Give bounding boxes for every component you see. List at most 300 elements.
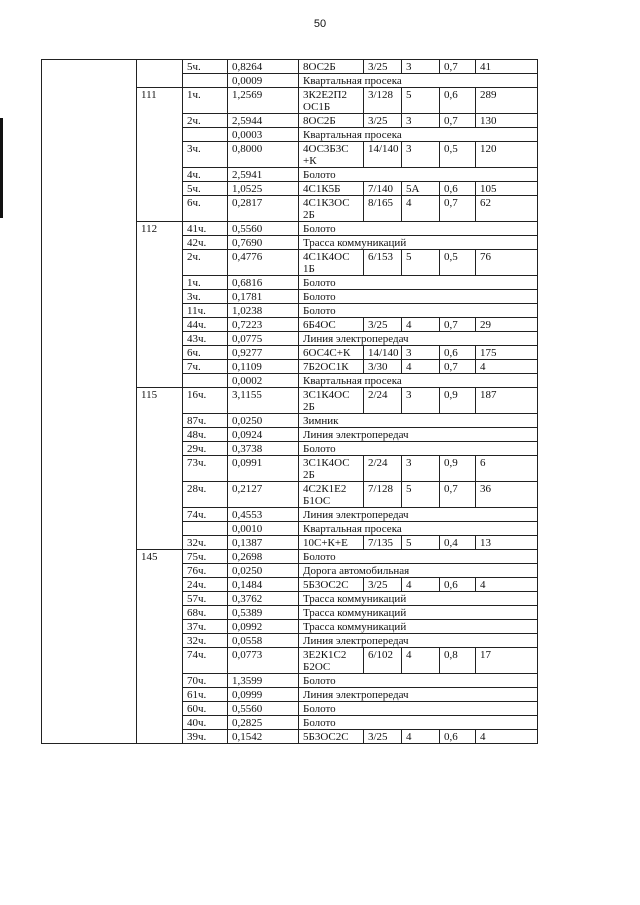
empty-cell: [42, 236, 137, 250]
part-cell: 40ч.: [183, 716, 228, 730]
stock-cell: 62: [476, 196, 538, 222]
empty-cell: [42, 222, 137, 236]
density-cell: 0,7: [440, 482, 476, 508]
block-number-cell: 145: [137, 550, 183, 564]
area-cell: 0,1109: [228, 360, 299, 374]
table-row: [42, 142, 538, 168]
block-number-cell: 111: [137, 88, 183, 114]
type-cell: 3/30: [364, 360, 402, 374]
type-cell: 14/140: [364, 346, 402, 360]
stock-cell: 6: [476, 456, 538, 482]
table-row: [42, 196, 538, 222]
part-cell: 11ч.: [183, 304, 228, 318]
part-cell: 75ч.: [183, 550, 228, 564]
table-row: [42, 60, 538, 74]
part-cell: 1ч.: [183, 88, 228, 114]
part-cell: 2ч.: [183, 114, 228, 128]
type-cell: 14/140: [364, 142, 402, 168]
part-cell: 16ч.: [183, 388, 228, 414]
area-cell: 0,2817: [228, 196, 299, 222]
block-number-cell: [137, 60, 183, 74]
table-row: [42, 578, 538, 592]
land-category-cell: Болото: [299, 290, 538, 304]
table-row: [42, 442, 538, 456]
part-cell: [183, 74, 228, 88]
composition-cell: 8ОС2Б: [299, 114, 364, 128]
block-number-cell: [137, 414, 183, 428]
bonitet-cell: 3: [402, 142, 440, 168]
block-number-cell: [137, 620, 183, 634]
type-cell: 3/25: [364, 318, 402, 332]
density-cell: 0,7: [440, 60, 476, 74]
type-cell: 3/25: [364, 578, 402, 592]
table-row: [42, 592, 538, 606]
type-cell: 2/24: [364, 456, 402, 482]
part-cell: 5ч.: [183, 60, 228, 74]
block-number-cell: [137, 236, 183, 250]
area-cell: 0,1387: [228, 536, 299, 550]
table-row: [42, 414, 538, 428]
block-number-cell: [137, 456, 183, 482]
area-cell: 0,8000: [228, 142, 299, 168]
table-row: [42, 250, 538, 276]
land-category-cell: Линия электропередач: [299, 332, 538, 346]
density-cell: 0,7: [440, 360, 476, 374]
area-cell: 0,2698: [228, 550, 299, 564]
table-row: [42, 508, 538, 522]
land-category-cell: Болото: [299, 702, 538, 716]
bonitet-cell: 3: [402, 114, 440, 128]
land-category-cell: Квартальная просека: [299, 374, 538, 388]
table-row: [42, 456, 538, 482]
block-number-cell: [137, 114, 183, 128]
part-cell: 87ч.: [183, 414, 228, 428]
stock-cell: 289: [476, 88, 538, 114]
table-row: [42, 360, 538, 374]
area-cell: 0,0250: [228, 414, 299, 428]
part-cell: 74ч.: [183, 648, 228, 674]
table-row: [42, 168, 538, 182]
empty-cell: [42, 374, 137, 388]
type-cell: 6/153: [364, 250, 402, 276]
bonitet-cell: 4: [402, 318, 440, 332]
area-cell: 0,7223: [228, 318, 299, 332]
table-row: [42, 388, 538, 414]
area-cell: 0,3738: [228, 442, 299, 456]
empty-cell: [42, 60, 137, 74]
part-cell: 39ч.: [183, 730, 228, 744]
part-cell: 4ч.: [183, 168, 228, 182]
block-number-cell: [137, 592, 183, 606]
type-cell: 3/25: [364, 114, 402, 128]
forest-table: [41, 59, 538, 744]
empty-cell: [42, 634, 137, 648]
empty-cell: [42, 332, 137, 346]
block-number-cell: 112: [137, 222, 183, 236]
block-number-cell: [137, 142, 183, 168]
empty-cell: [42, 536, 137, 550]
block-number-cell: [137, 564, 183, 578]
stock-cell: 76: [476, 250, 538, 276]
area-cell: 0,0991: [228, 456, 299, 482]
part-cell: 44ч.: [183, 318, 228, 332]
composition-cell: 3С1К4ОС 2Б: [299, 456, 364, 482]
type-cell: 7/140: [364, 182, 402, 196]
table-row: [42, 648, 538, 674]
stock-cell: 41: [476, 60, 538, 74]
stock-cell: 130: [476, 114, 538, 128]
block-number-cell: [137, 250, 183, 276]
part-cell: 60ч.: [183, 702, 228, 716]
area-cell: 1,2569: [228, 88, 299, 114]
empty-cell: [42, 592, 137, 606]
land-category-cell: Зимник: [299, 414, 538, 428]
block-number-cell: [137, 346, 183, 360]
table-row: [42, 318, 538, 332]
empty-cell: [42, 414, 137, 428]
part-cell: 1ч.: [183, 276, 228, 290]
table-row: [42, 688, 538, 702]
type-cell: 3/128: [364, 88, 402, 114]
empty-cell: [42, 428, 137, 442]
density-cell: 0,4: [440, 536, 476, 550]
area-cell: 0,5560: [228, 222, 299, 236]
part-cell: 41ч.: [183, 222, 228, 236]
empty-cell: [42, 346, 137, 360]
composition-cell: 4С1К4ОС 1Б: [299, 250, 364, 276]
type-cell: 7/135: [364, 536, 402, 550]
empty-cell: [42, 304, 137, 318]
part-cell: 3ч.: [183, 142, 228, 168]
table-row: [42, 332, 538, 346]
empty-cell: [42, 290, 137, 304]
type-cell: 3/25: [364, 60, 402, 74]
empty-cell: [42, 522, 137, 536]
density-cell: 0,7: [440, 318, 476, 332]
block-number-cell: [137, 702, 183, 716]
composition-cell: 3С1К4ОС 2Б: [299, 388, 364, 414]
table-row: [42, 536, 538, 550]
density-cell: 0,6: [440, 730, 476, 744]
table-row: [42, 236, 538, 250]
area-cell: 0,0003: [228, 128, 299, 142]
stock-cell: 17: [476, 648, 538, 674]
empty-cell: [42, 550, 137, 564]
block-number-cell: [137, 648, 183, 674]
empty-cell: [42, 318, 137, 332]
table-row: [42, 346, 538, 360]
table-row: [42, 550, 538, 564]
part-cell: 42ч.: [183, 236, 228, 250]
area-cell: 0,0250: [228, 564, 299, 578]
part-cell: 61ч.: [183, 688, 228, 702]
type-cell: 8/165: [364, 196, 402, 222]
land-category-cell: Квартальная просека: [299, 128, 538, 142]
table-row: [42, 606, 538, 620]
land-category-cell: Трасса коммуникаций: [299, 236, 538, 250]
density-cell: 0,5: [440, 142, 476, 168]
part-cell: 32ч.: [183, 536, 228, 550]
part-cell: 6ч.: [183, 196, 228, 222]
part-cell: 3ч.: [183, 290, 228, 304]
composition-cell: 5Б3ОС2С: [299, 578, 364, 592]
table-row: [42, 522, 538, 536]
bonitet-cell: 3: [402, 388, 440, 414]
block-number-cell: [137, 332, 183, 346]
empty-cell: [42, 482, 137, 508]
table-row: [42, 290, 538, 304]
land-category-cell: Болото: [299, 168, 538, 182]
type-cell: 3/25: [364, 730, 402, 744]
land-category-cell: Квартальная просека: [299, 74, 538, 88]
stock-cell: 36: [476, 482, 538, 508]
area-cell: 0,0775: [228, 332, 299, 346]
table-row: [42, 276, 538, 290]
area-cell: 0,2825: [228, 716, 299, 730]
land-category-cell: Линия электропередач: [299, 508, 538, 522]
stock-cell: 4: [476, 578, 538, 592]
table-row: [42, 702, 538, 716]
empty-cell: [42, 674, 137, 688]
area-cell: 0,0009: [228, 74, 299, 88]
empty-cell: [42, 250, 137, 276]
land-category-cell: Болото: [299, 550, 538, 564]
block-number-cell: [137, 318, 183, 332]
empty-cell: [42, 648, 137, 674]
empty-cell: [42, 88, 137, 114]
area-cell: 0,0992: [228, 620, 299, 634]
land-category-cell: Линия электропередач: [299, 428, 538, 442]
area-cell: 0,2127: [228, 482, 299, 508]
area-cell: 0,1484: [228, 578, 299, 592]
part-cell: 24ч.: [183, 578, 228, 592]
density-cell: 0,8: [440, 648, 476, 674]
type-cell: 2/24: [364, 388, 402, 414]
composition-cell: 3К2Е2П2 ОС1Б: [299, 88, 364, 114]
area-cell: 1,0238: [228, 304, 299, 318]
land-category-cell: Линия электропередач: [299, 634, 538, 648]
block-number-cell: [137, 374, 183, 388]
bonitet-cell: 4: [402, 196, 440, 222]
empty-cell: [42, 196, 137, 222]
empty-cell: [42, 182, 137, 196]
composition-cell: 3Е2К1С2 Б2ОС: [299, 648, 364, 674]
area-cell: 0,1781: [228, 290, 299, 304]
composition-cell: 10С+К+Е: [299, 536, 364, 550]
density-cell: 0,6: [440, 88, 476, 114]
area-cell: 0,4553: [228, 508, 299, 522]
land-category-cell: Болото: [299, 222, 538, 236]
land-category-cell: Болото: [299, 442, 538, 456]
empty-cell: [42, 388, 137, 414]
block-number-cell: [137, 688, 183, 702]
stock-cell: 4: [476, 360, 538, 374]
empty-cell: [42, 142, 137, 168]
area-cell: 0,0558: [228, 634, 299, 648]
area-cell: 0,9277: [228, 346, 299, 360]
part-cell: 43ч.: [183, 332, 228, 346]
table-row: [42, 374, 538, 388]
block-number-cell: [137, 716, 183, 730]
block-number-cell: [137, 634, 183, 648]
empty-cell: [42, 606, 137, 620]
composition-cell: 5Б3ОС2С: [299, 730, 364, 744]
land-category-cell: Квартальная просека: [299, 522, 538, 536]
empty-cell: [42, 360, 137, 374]
empty-cell: [42, 730, 137, 744]
part-cell: 68ч.: [183, 606, 228, 620]
area-cell: 0,8264: [228, 60, 299, 74]
stock-cell: 105: [476, 182, 538, 196]
density-cell: 0,9: [440, 456, 476, 482]
area-cell: 0,3762: [228, 592, 299, 606]
density-cell: 0,7: [440, 196, 476, 222]
block-number-cell: [137, 304, 183, 318]
empty-cell: [42, 564, 137, 578]
empty-cell: [42, 620, 137, 634]
density-cell: 0,6: [440, 346, 476, 360]
empty-cell: [42, 114, 137, 128]
bonitet-cell: 3: [402, 456, 440, 482]
part-cell: 74ч.: [183, 508, 228, 522]
part-cell: [183, 374, 228, 388]
block-number-cell: [137, 290, 183, 304]
bonitet-cell: 5: [402, 250, 440, 276]
land-category-cell: Болото: [299, 304, 538, 318]
empty-cell: [42, 128, 137, 142]
bonitet-cell: 5: [402, 88, 440, 114]
stock-cell: 187: [476, 388, 538, 414]
part-cell: 29ч.: [183, 442, 228, 456]
area-cell: 1,3599: [228, 674, 299, 688]
block-number-cell: [137, 730, 183, 744]
composition-cell: 8ОС2Б: [299, 60, 364, 74]
table-row: [42, 128, 538, 142]
part-cell: 28ч.: [183, 482, 228, 508]
bonitet-cell: 4: [402, 648, 440, 674]
table-row: [42, 716, 538, 730]
land-category-cell: Трасса коммуникаций: [299, 592, 538, 606]
density-cell: 0,5: [440, 250, 476, 276]
empty-cell: [42, 74, 137, 88]
area-cell: 0,0010: [228, 522, 299, 536]
area-cell: 0,0999: [228, 688, 299, 702]
empty-cell: [42, 442, 137, 456]
area-cell: 2,5941: [228, 168, 299, 182]
part-cell: 6ч.: [183, 346, 228, 360]
table-row: [42, 634, 538, 648]
area-cell: 0,1542: [228, 730, 299, 744]
bonitet-cell: 5А: [402, 182, 440, 196]
table-row: [42, 620, 538, 634]
land-category-cell: Трасса коммуникаций: [299, 620, 538, 634]
density-cell: 0,6: [440, 182, 476, 196]
part-cell: 70ч.: [183, 674, 228, 688]
density-cell: 0,7: [440, 114, 476, 128]
area-cell: 0,0924: [228, 428, 299, 442]
table-row: [42, 564, 538, 578]
composition-cell: 4С2К1Е2 Б1ОС: [299, 482, 364, 508]
empty-cell: [42, 578, 137, 592]
table-row: [42, 730, 538, 744]
table-row: [42, 114, 538, 128]
land-category-cell: Болото: [299, 674, 538, 688]
bonitet-cell: 3: [402, 60, 440, 74]
land-category-cell: Болото: [299, 276, 538, 290]
table-row: [42, 222, 538, 236]
composition-cell: 6Б4ОС: [299, 318, 364, 332]
empty-cell: [42, 508, 137, 522]
block-number-cell: [137, 428, 183, 442]
stock-cell: 29: [476, 318, 538, 332]
block-number-cell: [137, 196, 183, 222]
stock-cell: 4: [476, 730, 538, 744]
part-cell: 48ч.: [183, 428, 228, 442]
table-row: [42, 88, 538, 114]
empty-cell: [42, 276, 137, 290]
margin-mark: [0, 118, 3, 218]
part-cell: 37ч.: [183, 620, 228, 634]
area-cell: 0,6816: [228, 276, 299, 290]
bonitet-cell: 4: [402, 578, 440, 592]
density-cell: 0,9: [440, 388, 476, 414]
empty-cell: [42, 688, 137, 702]
land-category-cell: Болото: [299, 716, 538, 730]
bonitet-cell: 4: [402, 360, 440, 374]
block-number-cell: [137, 168, 183, 182]
bonitet-cell: 5: [402, 536, 440, 550]
table-row: [42, 428, 538, 442]
table-row: [42, 674, 538, 688]
part-cell: [183, 522, 228, 536]
block-number-cell: [137, 578, 183, 592]
empty-cell: [42, 702, 137, 716]
table-row: [42, 304, 538, 318]
part-cell: 73ч.: [183, 456, 228, 482]
land-category-cell: Трасса коммуникаций: [299, 606, 538, 620]
land-category-cell: Дорога автомобильная: [299, 564, 538, 578]
part-cell: 76ч.: [183, 564, 228, 578]
empty-cell: [42, 456, 137, 482]
area-cell: 1,0525: [228, 182, 299, 196]
page-number: 50: [313, 18, 327, 30]
area-cell: 2,5944: [228, 114, 299, 128]
block-number-cell: [137, 522, 183, 536]
block-number-cell: [137, 182, 183, 196]
density-cell: 0,6: [440, 578, 476, 592]
block-number-cell: [137, 360, 183, 374]
table-row: [42, 482, 538, 508]
block-number-cell: [137, 442, 183, 456]
block-number-cell: 115: [137, 388, 183, 414]
bonitet-cell: 3: [402, 346, 440, 360]
block-number-cell: [137, 482, 183, 508]
block-number-cell: [137, 276, 183, 290]
empty-cell: [42, 168, 137, 182]
area-cell: 0,0002: [228, 374, 299, 388]
part-cell: 7ч.: [183, 360, 228, 374]
part-cell: 57ч.: [183, 592, 228, 606]
type-cell: 7/128: [364, 482, 402, 508]
block-number-cell: [137, 674, 183, 688]
area-cell: 0,7690: [228, 236, 299, 250]
composition-cell: 6ОС4С+К: [299, 346, 364, 360]
area-cell: 0,5560: [228, 702, 299, 716]
stock-cell: 175: [476, 346, 538, 360]
area-cell: 3,1155: [228, 388, 299, 414]
block-number-cell: [137, 508, 183, 522]
land-category-cell: Линия электропередач: [299, 688, 538, 702]
